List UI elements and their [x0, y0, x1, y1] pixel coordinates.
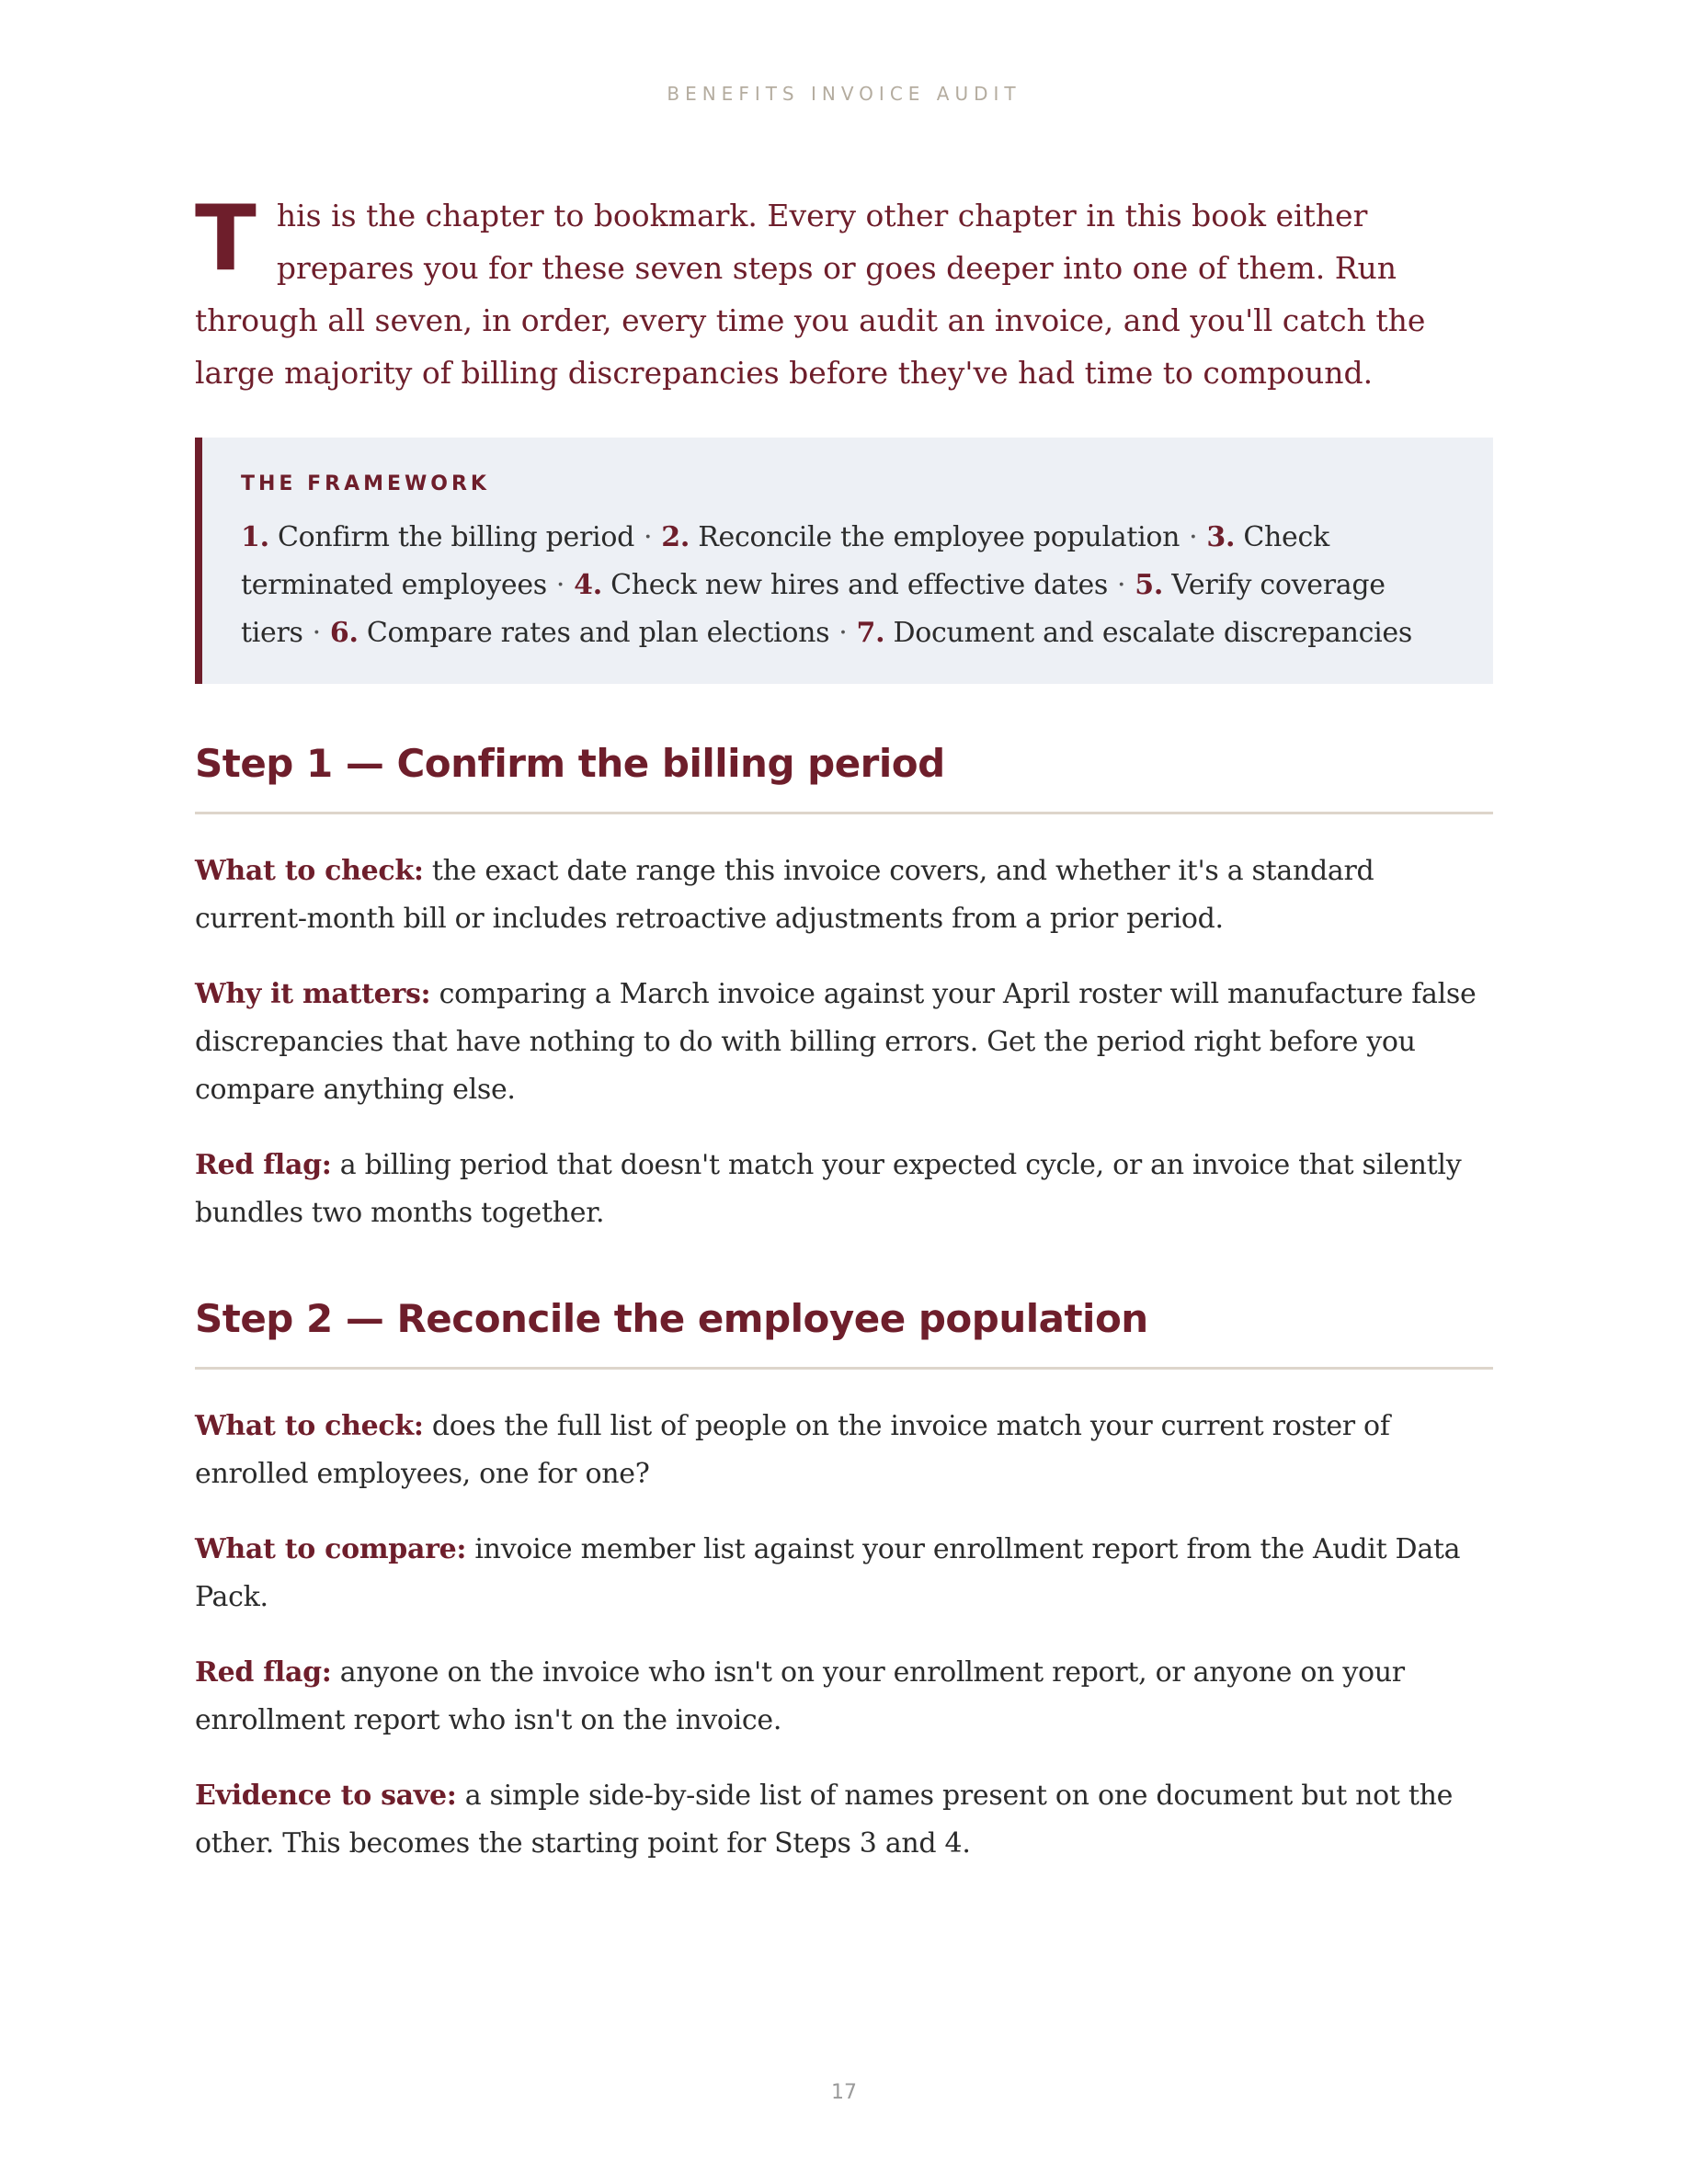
framework-separator: · — [555, 569, 565, 601]
framework-step-number: 3. — [1206, 521, 1236, 553]
step-1-red-flag — [195, 1142, 1493, 1237]
framework-step — [661, 521, 1180, 553]
drop-cap: T — [195, 187, 257, 291]
step-2-evidence-to-save — [195, 1772, 1493, 1868]
framework-step-number: 6. — [329, 617, 359, 649]
paragraph-text: comparing a March invoice against your April roster will manufacture false discrepancies that have nothing to do with billing errors. Get the period right before you compare anything else. — [195, 978, 1477, 1106]
step-2-heading: Step 2 — Reconcile the employee population — [195, 1296, 1493, 1370]
framework-step-label: Compare rates and plan elections — [366, 617, 830, 649]
intro-paragraph — [195, 189, 1493, 399]
paragraph-lead: Why it matters: — [195, 978, 431, 1010]
framework-separator: · — [1117, 569, 1126, 601]
framework-step — [241, 521, 634, 553]
paragraph-lead: Red flag: — [195, 1656, 332, 1689]
paragraph-lead: What to check: — [195, 1410, 424, 1442]
step-1-section — [195, 741, 1493, 1237]
paragraph-lead: What to compare: — [195, 1533, 467, 1565]
framework-step-label: Verify coverage tiers — [241, 569, 1386, 649]
step-1-why-it-matters — [195, 971, 1493, 1114]
framework-step-list — [241, 514, 1456, 657]
framework-step-number: 4. — [574, 569, 602, 601]
paragraph-text: a simple side-by-side list of names present on one document but not the other. This becomes the starting point for Steps 3 and 4. — [195, 1780, 1454, 1860]
step-2-red-flag — [195, 1649, 1493, 1745]
page-number: 17 — [831, 2081, 857, 2104]
framework-separator: · — [312, 617, 321, 649]
framework-step-label: Check terminated employees — [241, 521, 1329, 601]
paragraph-text: the exact date range this invoice covers, and whether it's a standard current-month bill or includes retroactive adjustments from a prior period. — [195, 855, 1374, 935]
framework-step-number: 5. — [1135, 569, 1163, 601]
paragraph-lead: Evidence to save: — [195, 1780, 457, 1812]
paragraph-text: invoice member list against your enrollment report from the Audit Data Pack. — [195, 1533, 1461, 1613]
framework-step-label: Check new hires and effective dates — [610, 569, 1109, 601]
framework-step — [330, 617, 829, 649]
framework-separator: · — [1189, 521, 1198, 553]
framework-step-label: Confirm the billing period — [277, 521, 634, 553]
paragraph-text: does the full list of people on the invoice match your current roster of enrolled employees, one for one? — [195, 1410, 1390, 1490]
framework-step-label: Reconcile the employee population — [698, 521, 1180, 553]
framework-separator: · — [644, 521, 653, 553]
framework-step-number: 1. — [241, 521, 269, 553]
framework-callout — [195, 438, 1493, 684]
framework-separator: · — [838, 617, 848, 649]
step-2-section — [195, 1296, 1493, 1868]
running-header: BENEFITS INVOICE AUDIT — [667, 83, 1021, 105]
paragraph-lead: Red flag: — [195, 1149, 332, 1181]
step-2-what-to-check — [195, 1403, 1493, 1498]
framework-step-label: Document and escalate discrepancies — [893, 617, 1412, 649]
paragraph-text: anyone on the invoice who isn't on your enrollment report, or anyone on your enrollment report who isn't on the invoice. — [195, 1656, 1405, 1736]
framework-step — [574, 569, 1108, 601]
paragraph-lead: What to check: — [195, 855, 424, 887]
paragraph-text: a billing period that doesn't match your expected cycle, or an invoice that silently bundles two months together. — [195, 1149, 1462, 1229]
step-2-what-to-compare — [195, 1526, 1493, 1621]
framework-title: THE FRAMEWORK — [241, 472, 490, 495]
step-1-heading: Step 1 — Confirm the billing period — [195, 741, 1493, 814]
framework-step — [857, 617, 1412, 649]
framework-step-number: 2. — [661, 521, 690, 553]
framework-step-number: 7. — [856, 617, 885, 649]
step-1-what-to-check — [195, 847, 1493, 943]
intro-text: his is the chapter to bookmark. Every other chapter in this book either prepares you for these seven steps or goes deeper into one of them. Run through all seven, in order, every time you audit an invoice, and you'll catch the large majority of billing discrepancies before they've had time to compound. — [195, 198, 1426, 391]
